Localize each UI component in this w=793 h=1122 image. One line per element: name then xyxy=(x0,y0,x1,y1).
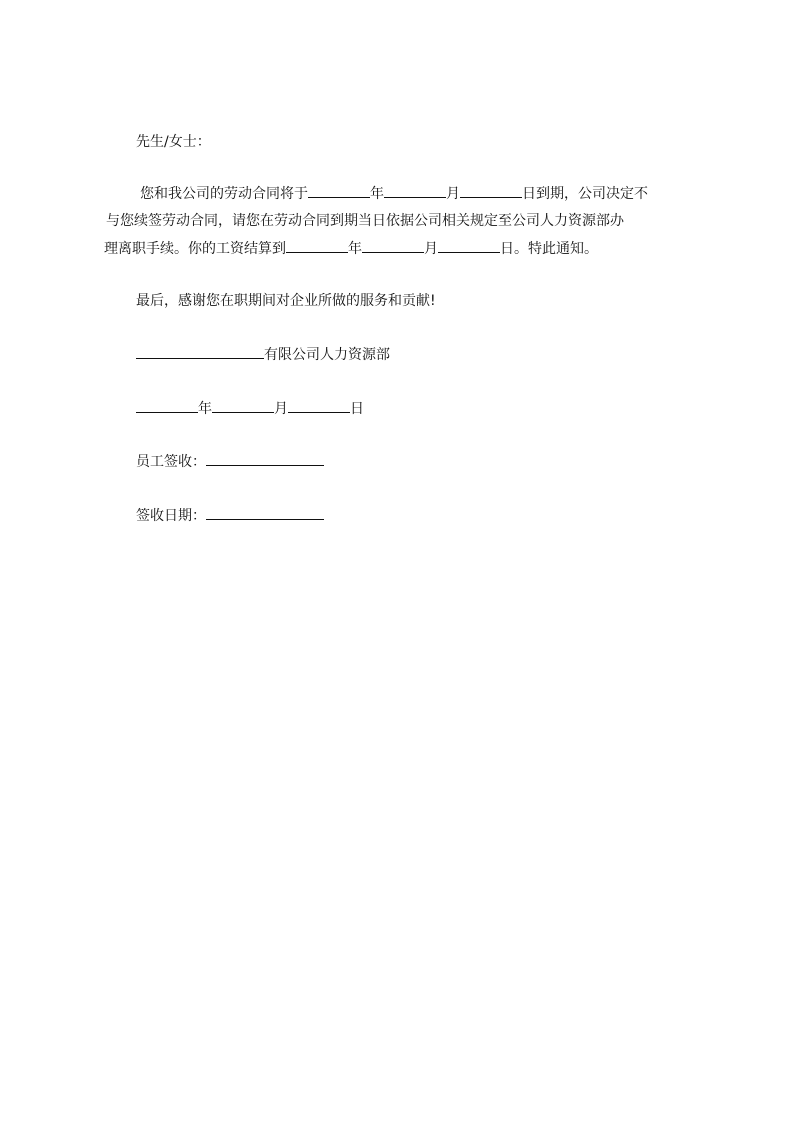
contract-year-blank[interactable] xyxy=(308,183,370,198)
body-line-2: 与您续签劳动合同，请您在劳动合同到期当日依据公司相关规定至公司人力资源部办 xyxy=(106,213,624,229)
salary-month-blank[interactable] xyxy=(362,238,424,253)
salary-day-blank[interactable] xyxy=(438,238,500,253)
notice-day-blank[interactable] xyxy=(288,398,350,413)
body-line-1: 您和我公司的劳动合同将于 年 月 日到期，公司决定不 xyxy=(140,183,648,204)
sign-date: 签收日期： xyxy=(136,505,324,526)
contract-day-blank[interactable] xyxy=(460,183,522,198)
salutation: 先生/女士： xyxy=(136,134,211,150)
notice-year-blank[interactable] xyxy=(136,398,198,413)
body-line-3: 理离职手续。你的工资结算到 年 月 日。特此通知。 xyxy=(104,238,598,259)
notice-date: 年 月 日 xyxy=(136,398,364,419)
salary-year-blank[interactable] xyxy=(286,238,348,253)
company-signature: 有限公司人力资源部 xyxy=(136,344,390,365)
notice-month-blank[interactable] xyxy=(212,398,274,413)
sign-date-blank[interactable] xyxy=(206,505,324,520)
thanks-line: 最后，感谢您在职期间对企业所做的服务和贡献! xyxy=(136,293,436,309)
employee-sign: 员工签收： xyxy=(136,451,324,472)
employee-sign-blank[interactable] xyxy=(206,451,324,466)
contract-month-blank[interactable] xyxy=(384,183,446,198)
company-name-blank[interactable] xyxy=(136,344,264,359)
